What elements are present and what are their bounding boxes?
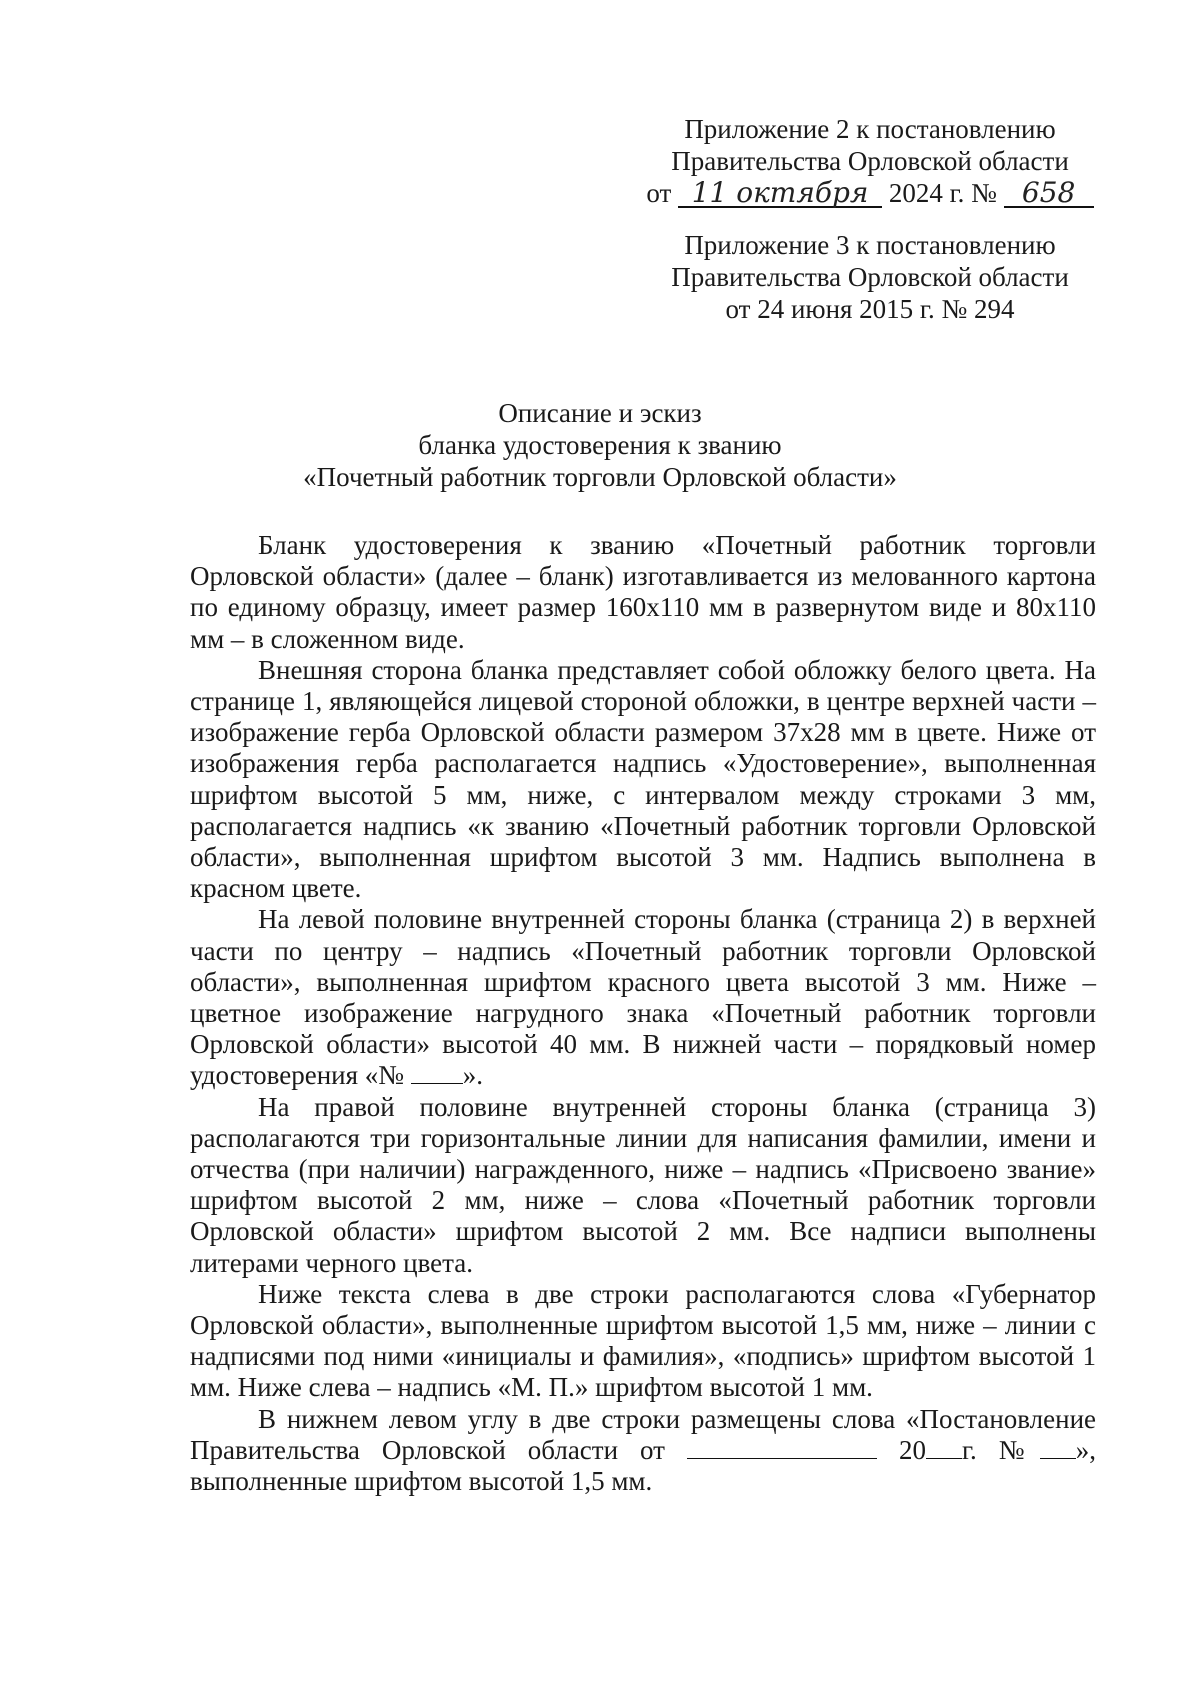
paragraph-3-end: ». [462, 1060, 484, 1091]
title-line-1: Описание и эскиз [498, 398, 702, 428]
paragraph-6-number-label: г. № [961, 1434, 1040, 1465]
title-line-2: бланка удостоверения к званию [418, 430, 782, 460]
paragraph-6-year: 20 [898, 1434, 926, 1465]
title-line-3: «Почетный работник торговли Орловской области» [303, 462, 897, 492]
appendix-3-line-2: Правительства Орловской области [671, 262, 1069, 292]
document-title [150, 397, 1050, 493]
handwritten-date: 11 октября [678, 180, 882, 208]
paragraph-3 [190, 904, 1096, 1091]
paragraph-1: Бланк удостоверения к званию «Почетный работник торговли Орловской области» (далее – бланк) изготавливается из мелованного картона по единому образцу, имеет размер 160х110 мм в развернутом виде и 80х110 мм – в сложенном виде. [190, 530, 1096, 654]
date-blank-line [687, 1436, 877, 1459]
appendix-2-line-3 [640, 177, 1100, 209]
appendix-3-header [640, 229, 1100, 325]
appendix-3-line-1: Приложение 3 к постановлению [684, 230, 1056, 260]
paragraph-5: Ниже текста слева в две строки располагаются слова «Губернатор Орловской области», выполненные шрифтом высотой 1,5 мм, ниже – линии с надписями под ними «инициалы и фамилия», «подпись» шрифтом высотой 1 мм. Ниже слева – надпись «М. П.» шрифтом высотой 1 мм. [190, 1278, 1096, 1403]
paragraph-6-text: В нижнем левом углу в две строки размещены слова «Постановление Правительства Орловской области от [190, 1403, 1096, 1465]
number-blank-line [411, 1061, 463, 1084]
appendix-2-header [640, 113, 1100, 209]
appendix-3-line-3: от 24 июня 2015 г. № 294 [725, 294, 1015, 324]
paragraph-6 [190, 1404, 1096, 1498]
number-blank-line-2 [1040, 1436, 1076, 1459]
year-blank-line [926, 1436, 962, 1459]
appendix-2-line-2: Правительства Орловской области [671, 146, 1069, 176]
document-body [190, 530, 1096, 1497]
paragraph-4: На правой половине внутренней стороны бланка (страница 3) располагаются три горизонтальные линии для написания фамилии, имени и отчества (при наличии) награжденного, ниже – надпись «Присвоено звание» шрифтом высотой 2 мм, ниже – слова «Почетный работник торговли Орловской области» шрифтом высотой 2 мм. Все надписи выполнены литерами черного цвета. [190, 1091, 1096, 1278]
appendix-2-prefix: от [646, 178, 672, 208]
appendix-2-year: 2024 г. № [888, 178, 997, 208]
paragraph-6-end: », выполненные шрифтом высотой 1,5 мм. [190, 1434, 1097, 1497]
handwritten-number: 658 [1004, 180, 1094, 208]
paragraph-2: Внешняя сторона бланка представляет собой обложку белого цвета. На странице 1, являющейся лицевой стороной обложки, в центре верхней части – изображение герба Орловской области размером 37х28 мм в цвете. Ниже от изображения герба располагается надпись «Удостоверение», выполненная шрифтом высотой 5 мм, ниже, с интервалом между строками 3 мм, располагается надпись «к званию «Почетный работник торговли Орловской области», выполненная шрифтом высотой 3 мм. Надпись выполнена в красном цвете. [190, 654, 1096, 904]
paragraph-3-text: На левой половине внутренней стороны бланка (страница 2) в верхней части по центру – надпись «Почетный работник торговли Орловской области», выполненная шрифтом красного цвета высотой 3 мм. Ниже – цветное изображение нагрудного знака «Почетный работник торговли Орловской области» высотой 40 мм. В нижней части – порядковый номер удостоверения «№ [190, 904, 1096, 1091]
appendix-2-line-1: Приложение 2 к постановлению [684, 114, 1056, 144]
